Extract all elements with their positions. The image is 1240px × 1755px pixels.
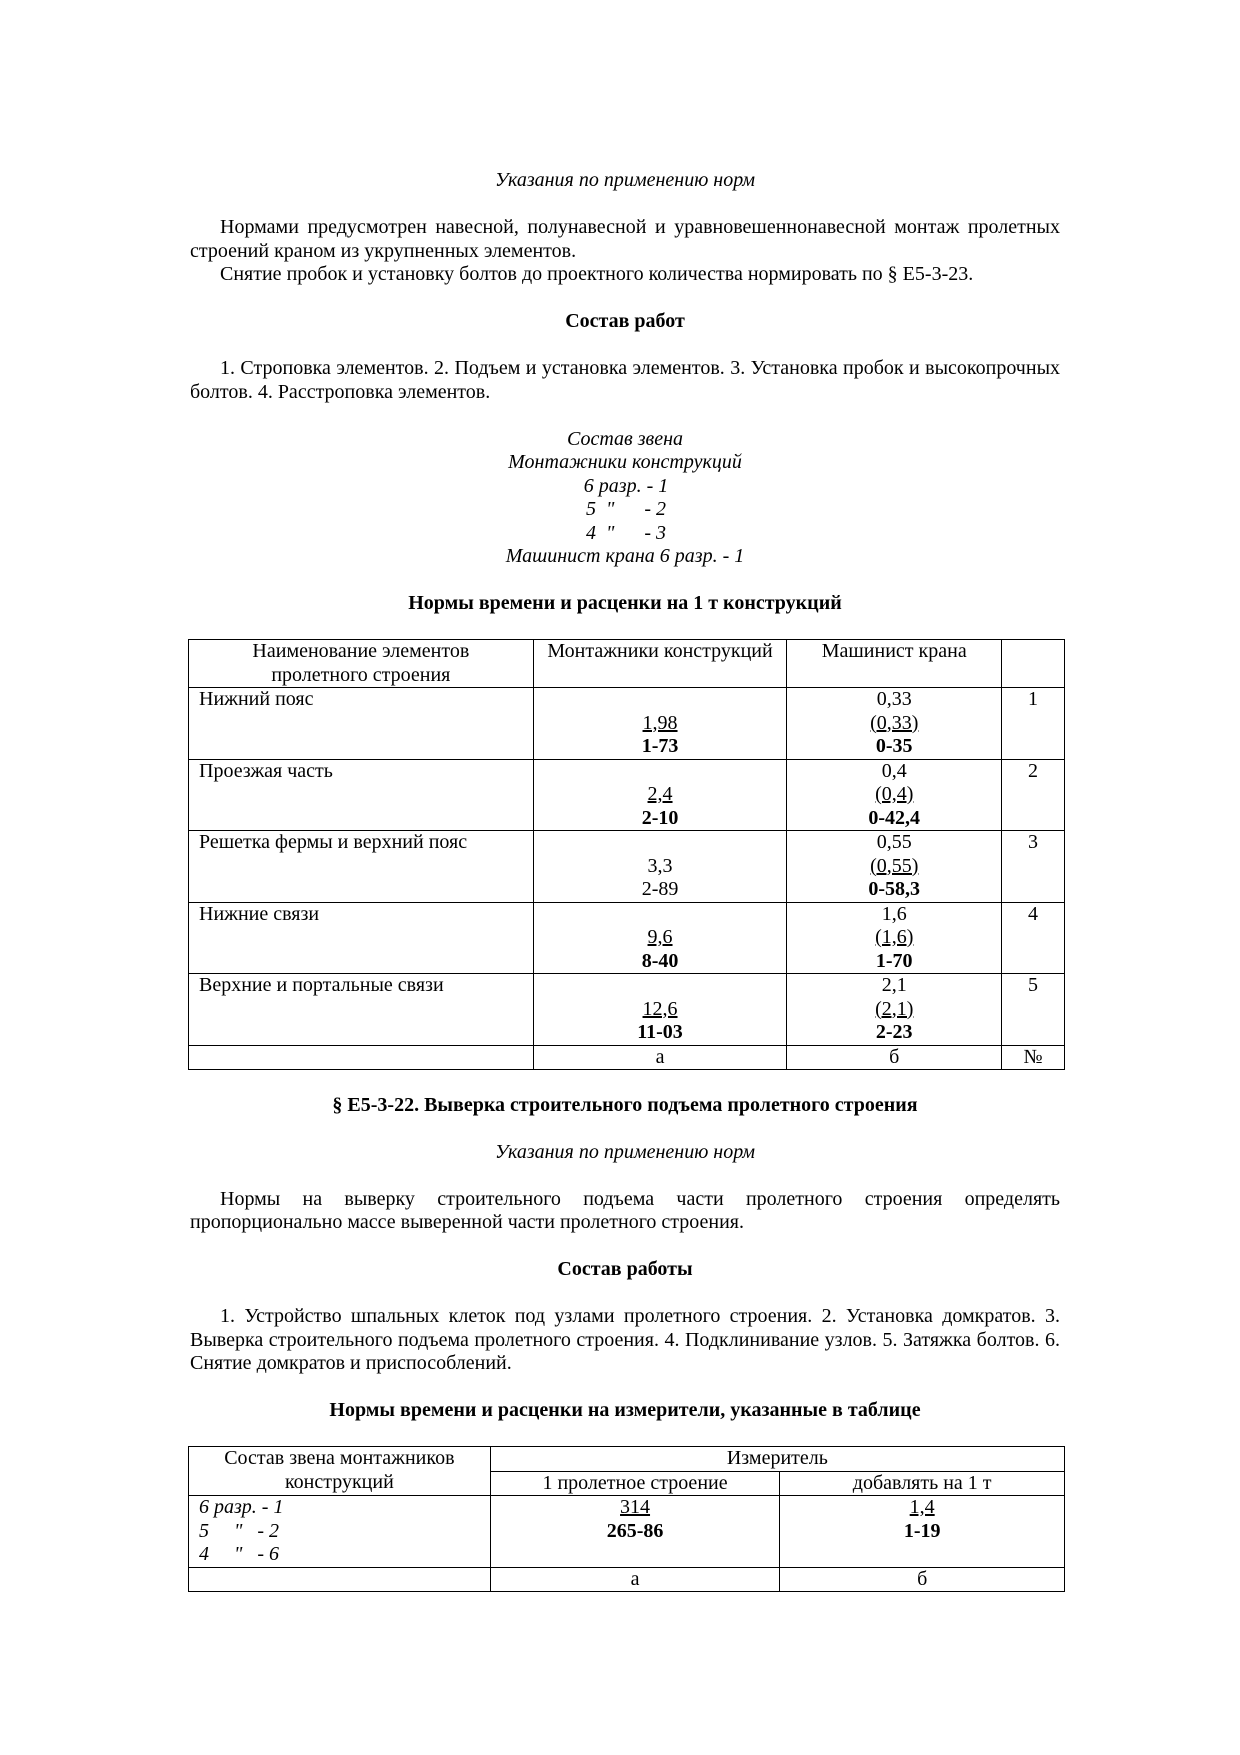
time-norm: 1,6 bbox=[881, 902, 907, 925]
header-installers: Монтажники конструкций bbox=[533, 640, 787, 688]
one-span-cell bbox=[490, 1496, 780, 1568]
document-page bbox=[190, 169, 1060, 1592]
installers-cell bbox=[533, 902, 787, 974]
table-heading-2: Нормы времени и расценки на измерители, указанные в таблице bbox=[329, 1399, 921, 1421]
price: 0-35 bbox=[875, 735, 913, 757]
crew-heading: Состав звена bbox=[566, 427, 683, 450]
footer-col-a: а bbox=[533, 1045, 787, 1070]
price: 1-70 bbox=[875, 949, 913, 972]
time-norm: 314 bbox=[620, 1496, 651, 1518]
table-row bbox=[189, 974, 1065, 1046]
price: 2-10 bbox=[641, 806, 679, 829]
price: 1-73 bbox=[641, 735, 679, 757]
measures-table bbox=[188, 1446, 1065, 1592]
time-norm: 3,3 bbox=[647, 854, 673, 877]
price: 265-86 bbox=[606, 1519, 664, 1542]
table-row bbox=[189, 1496, 1065, 1568]
crew-block bbox=[190, 428, 1060, 569]
table-row bbox=[189, 902, 1065, 974]
instructions-heading: Указания по применению норм bbox=[495, 169, 755, 191]
crew-line: 6 разр. - 1 bbox=[583, 474, 669, 497]
row-name: Проезжая часть bbox=[189, 759, 534, 831]
header-crane-operator: Машинист крана bbox=[787, 640, 1002, 688]
instructions-heading-2: Указания по применению норм bbox=[495, 1140, 755, 1163]
footer-number-sign: № bbox=[1002, 1045, 1065, 1070]
price: 2-89 bbox=[641, 878, 679, 900]
time-norm: 1,4 bbox=[909, 1496, 935, 1518]
table-row bbox=[189, 688, 1065, 760]
time-norm-paren: (0,55) bbox=[870, 854, 919, 877]
price: 11-03 bbox=[637, 1021, 683, 1043]
price: 0-58,3 bbox=[868, 878, 921, 900]
header-crew: Состав звена монтажников конструкций bbox=[189, 1447, 491, 1496]
table-row bbox=[189, 831, 1065, 903]
crew-cell bbox=[189, 1496, 491, 1568]
row-number: 4 bbox=[1002, 902, 1065, 974]
table-header-row bbox=[189, 640, 1065, 688]
works-heading-2: Состав работы bbox=[557, 1258, 693, 1280]
row-number: 5 bbox=[1002, 974, 1065, 1046]
section-title: § Е5-3-22. Выверка строительного подъема пролетного строения bbox=[332, 1093, 918, 1116]
crew-line: 5 " - 2 bbox=[585, 498, 667, 520]
time-norm: 0,33 bbox=[876, 688, 912, 710]
table-heading: Нормы времени и расценки на 1 т конструкций bbox=[408, 592, 842, 614]
crew-line: 4 " - 3 bbox=[585, 521, 667, 544]
footer-empty bbox=[189, 1045, 534, 1070]
crew-line: Машинист крана 6 разр. - 1 bbox=[505, 545, 745, 567]
crew-line: 4 " - 6 bbox=[199, 1543, 280, 1565]
crane-cell bbox=[787, 688, 1002, 760]
installers-cell bbox=[533, 688, 787, 760]
row-name: Нижний пояс bbox=[189, 688, 534, 760]
footer-col-b: б bbox=[787, 1045, 1002, 1070]
row-name: Верхние и портальные связи bbox=[189, 974, 534, 1046]
price: 2-23 bbox=[875, 1021, 913, 1043]
per-ton-cell bbox=[780, 1496, 1065, 1568]
installers-cell bbox=[533, 759, 787, 831]
time-norm: 2,1 bbox=[881, 974, 907, 996]
works-heading: Состав работ bbox=[565, 310, 685, 332]
header-number bbox=[1002, 640, 1065, 688]
installers-cell bbox=[533, 974, 787, 1046]
crane-cell bbox=[787, 974, 1002, 1046]
table-footer-row bbox=[189, 1045, 1065, 1070]
time-norm: 0,4 bbox=[881, 759, 907, 782]
time-norm-paren: (0,4) bbox=[875, 783, 914, 805]
table-footer-row bbox=[189, 1567, 1065, 1592]
crane-cell bbox=[787, 831, 1002, 903]
works-text: 1. Строповка элементов. 2. Подъем и установка элементов. 3. Установка пробок и высокопрочных болтов. 4. Расстроповка элементов. bbox=[190, 357, 1060, 403]
crew-line: Монтажники конструкций bbox=[508, 451, 742, 473]
header-one-span: 1 пролетное строение bbox=[490, 1471, 780, 1496]
time-norm: 1,98 bbox=[642, 711, 678, 734]
crew-line: 6 разр. - 1 bbox=[199, 1496, 284, 1518]
price: 1-19 bbox=[903, 1519, 941, 1542]
footer-col-a: а bbox=[490, 1567, 780, 1592]
header-per-ton: добавлять на 1 т bbox=[780, 1471, 1065, 1496]
crane-cell bbox=[787, 902, 1002, 974]
footer-col-b: б bbox=[780, 1567, 1065, 1592]
row-name: Решетка фермы и верхний пояс bbox=[189, 831, 534, 903]
time-norm: 9,6 bbox=[647, 926, 673, 948]
footer-empty bbox=[189, 1567, 491, 1592]
norms-table bbox=[188, 639, 1065, 1070]
time-norm-paren: (0,33) bbox=[870, 711, 919, 734]
time-norm: 0,55 bbox=[876, 831, 912, 853]
row-number: 3 bbox=[1002, 831, 1065, 903]
instructions-paragraph-2: Снятие пробок и установку болтов до проектного количества нормировать по § Е5-3-23. bbox=[220, 263, 974, 285]
time-norm: 12,6 bbox=[642, 997, 678, 1020]
row-name: Нижние связи bbox=[189, 902, 534, 974]
row-number: 1 bbox=[1002, 688, 1065, 760]
installers-cell bbox=[533, 831, 787, 903]
crane-cell bbox=[787, 759, 1002, 831]
header-measure: Измеритель bbox=[490, 1447, 1064, 1472]
instructions-paragraph-3: Нормы на выверку строительного подъема части пролетного строения определять пропорционально массе выверенной части пролетного строения. bbox=[190, 1187, 1060, 1233]
table-header-row bbox=[189, 1447, 1065, 1472]
price: 0-42,4 bbox=[868, 806, 921, 829]
works-text-2: 1. Устройство шпальных клеток под узлами пролетного строения. 2. Установка домкратов. 3. Выверка строительного подъема пролетного строения. 4. Подклинивание узлов. 5. Затяжка болтов. 6. Снятие домкратов и приспособлений. bbox=[190, 1305, 1060, 1374]
crew-line: 5 " - 2 bbox=[199, 1519, 280, 1542]
instructions-paragraph-1: Нормами предусмотрен навесной, полунавесной и уравновешеннонавесной монтаж пролетных строений краном из укрупненных элементов. bbox=[190, 216, 1060, 262]
time-norm-paren: (2,1) bbox=[875, 997, 914, 1020]
price: 8-40 bbox=[641, 949, 679, 972]
row-number: 2 bbox=[1002, 759, 1065, 831]
time-norm: 2,4 bbox=[647, 783, 673, 805]
header-element-name: Наименование элементов пролетного строения bbox=[189, 640, 534, 688]
table-row bbox=[189, 759, 1065, 831]
time-norm-paren: (1,6) bbox=[875, 926, 914, 948]
